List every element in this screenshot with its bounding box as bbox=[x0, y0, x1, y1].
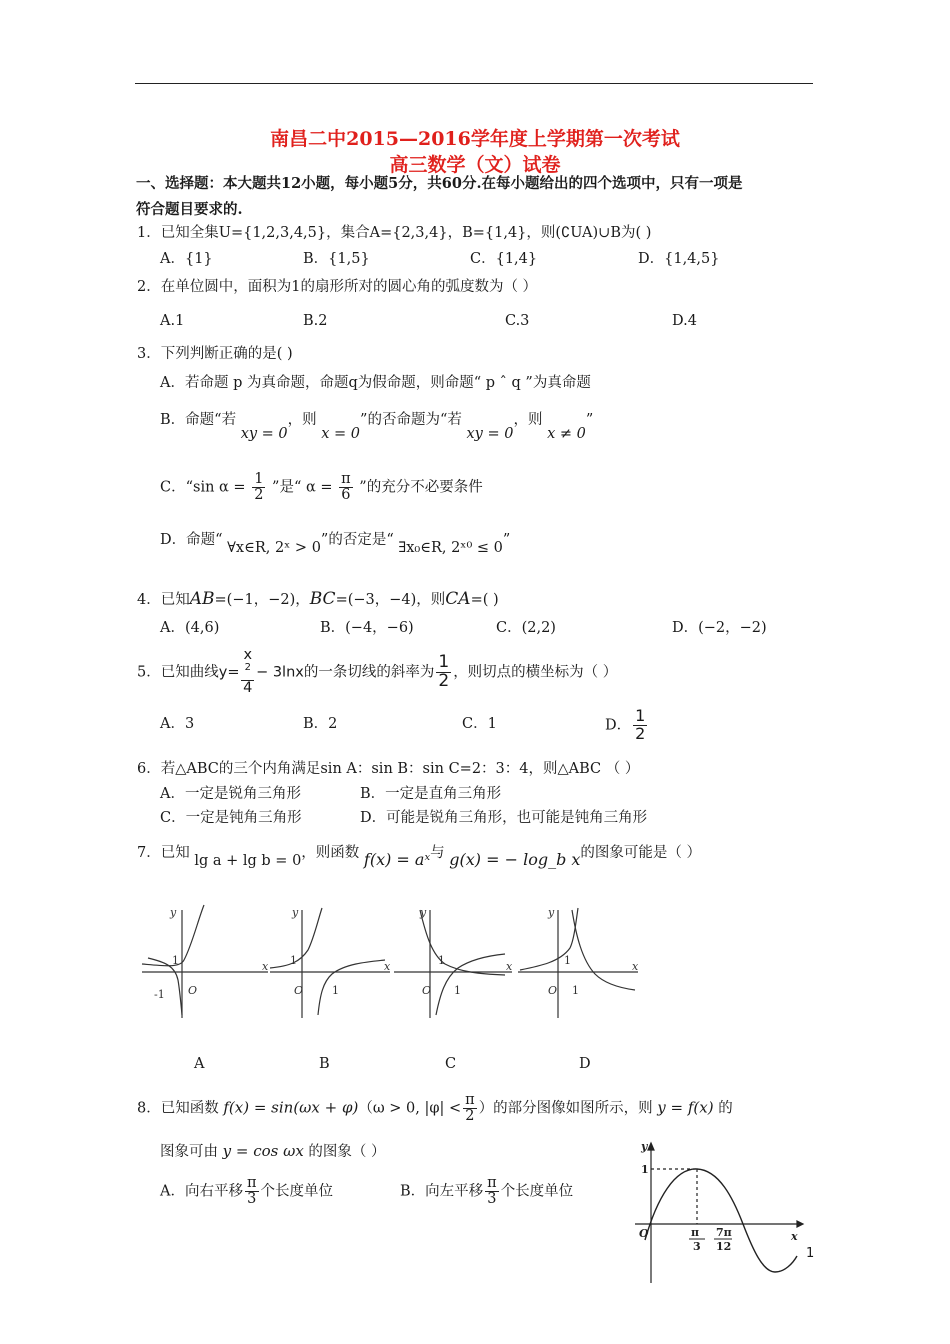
q1-option-d: D．{1,4,5} bbox=[638, 251, 720, 267]
q8-a-num: π bbox=[246, 1175, 257, 1191]
q3-d-part1: D．命题“ bbox=[160, 532, 223, 548]
q3-option-a: A．若命题 p 为真命题，命题q为假命题，则命题“ p ˆ q ”为真命题 bbox=[160, 375, 591, 391]
q3-option-d bbox=[160, 532, 511, 556]
q7-b-o: O bbox=[294, 984, 304, 997]
q4-option-c: C．(2,2) bbox=[496, 620, 556, 636]
q3-b-part2: ，则 bbox=[287, 412, 317, 428]
q3-d-part3: ” bbox=[502, 532, 511, 548]
q7-graph-b bbox=[270, 908, 390, 1018]
q4-part2: =(−1，−2)， bbox=[214, 592, 310, 608]
q7-d-1y: 1 bbox=[564, 954, 571, 967]
q5-part1: 5．已知曲线 bbox=[137, 664, 219, 681]
q8-y: y = f(x) bbox=[657, 1098, 714, 1117]
q5-d-label: D． bbox=[605, 717, 632, 734]
q7-b-x: x bbox=[384, 960, 391, 973]
q7-part3: 与 bbox=[430, 845, 445, 861]
q8-b-tail: 个长度单位 bbox=[500, 1183, 574, 1200]
q7-func-g: g(x) = − log_b x bbox=[449, 850, 581, 869]
q4-part3: =(−3，−4)，则 bbox=[335, 592, 446, 608]
q5-stem bbox=[137, 648, 617, 696]
q8-part3: 的 bbox=[718, 1100, 733, 1117]
q8-graph-t2-den: 12 bbox=[716, 1240, 732, 1253]
q5-num-sup: 2 bbox=[244, 662, 251, 674]
q3-b-part1: B．命题“若 bbox=[160, 412, 237, 428]
q5-d-num: 1 bbox=[635, 706, 646, 725]
q2-stem: 2．在单位圆中，面积为1的扇形所对的圆心角的弧度数为（ ） bbox=[137, 279, 538, 295]
q3-b-math1: xy = 0 bbox=[240, 426, 288, 442]
q6-option-a: A．一定是锐角三角形 bbox=[160, 786, 301, 802]
q7-a-1: 1 bbox=[172, 954, 179, 967]
q2-option-c: C.3 bbox=[505, 313, 530, 329]
q5-d-frac bbox=[633, 708, 647, 743]
q7-a-x: x bbox=[262, 960, 269, 973]
q5-option-a: A．3 bbox=[160, 716, 195, 732]
q8-graph bbox=[625, 1138, 805, 1288]
q8-cond-den: 2 bbox=[465, 1108, 475, 1125]
q4-option-d: D．(−2，−2) bbox=[672, 620, 767, 636]
q7-part4: 的图象可能是（ ） bbox=[580, 845, 702, 861]
q6-option-c: C．一定是钝角三角形 bbox=[160, 810, 302, 826]
q5-option-c: C．1 bbox=[462, 716, 497, 732]
q1-option-a: A．{1} bbox=[160, 251, 213, 267]
q7-a-neg1: -1 bbox=[154, 988, 165, 1001]
q3-c-frac2-den: 6 bbox=[341, 487, 351, 504]
q5-frac-den: 4 bbox=[243, 680, 253, 697]
q8-b-den: 3 bbox=[487, 1191, 497, 1208]
q3-d-math2: ∃x₀∈R, 2ˣ⁰ ≤ 0 bbox=[398, 540, 503, 556]
q5-frac-num bbox=[241, 648, 254, 681]
q8-line2 bbox=[160, 1142, 386, 1161]
q5-slope-num: 1 bbox=[438, 651, 450, 672]
q7-b-1y: 1 bbox=[290, 954, 297, 967]
q3-option-b bbox=[160, 412, 594, 442]
q5-option-b: B．2 bbox=[303, 716, 338, 732]
q4-stem bbox=[137, 589, 499, 609]
q4-part4: =( ) bbox=[470, 592, 499, 608]
q5-d-den: 2 bbox=[635, 723, 646, 743]
q7-c-x: x bbox=[506, 960, 513, 973]
q7-c-y: y bbox=[420, 906, 427, 919]
q7-func-f: f(x) = aˣ bbox=[363, 850, 431, 869]
q7-b-1x: 1 bbox=[332, 984, 339, 997]
q1-option-c: C．{1,4} bbox=[470, 251, 538, 267]
q8-graph-t1-den: 3 bbox=[693, 1240, 701, 1253]
q4-option-b: B．(−4，−6) bbox=[320, 620, 414, 636]
q4-vector-ca: CA bbox=[445, 589, 471, 609]
q7-stem bbox=[137, 842, 702, 869]
q7-graph-c bbox=[394, 910, 512, 1018]
q2-option-a: A.1 bbox=[160, 313, 185, 329]
q7-c-o: O bbox=[422, 984, 432, 997]
q7-graph-a bbox=[142, 905, 268, 1018]
q7-label-a: A bbox=[194, 1056, 205, 1072]
q8-option-a bbox=[160, 1176, 333, 1207]
exam-subtitle: 高三数学（文）试卷 bbox=[389, 154, 561, 176]
q5-slope-frac bbox=[436, 651, 451, 691]
q4-option-a: A．(4,6) bbox=[160, 620, 220, 636]
q3-d-part2: ”的否定是“ bbox=[320, 532, 394, 548]
q3-c-frac2 bbox=[339, 472, 353, 503]
q3-c-frac1-num: 1 bbox=[254, 471, 264, 487]
q8-cond-num: π bbox=[465, 1092, 475, 1108]
q6-stem: 6．若△ABC的三个内角满足sin A：sin B：sin C=2：3：4，则△ABC （ ） bbox=[137, 761, 640, 777]
q7-condition: lg a + lg b = 0 bbox=[194, 853, 302, 869]
q8-graph-t2-num: 7π bbox=[716, 1226, 732, 1239]
q3-c-frac1 bbox=[252, 472, 265, 503]
q7-d-y: y bbox=[548, 906, 555, 919]
q8-a-label: A．向右平移 bbox=[160, 1183, 243, 1200]
q8-part1: 8．已知函数 bbox=[137, 1100, 219, 1117]
q7-graphs bbox=[140, 900, 640, 1030]
q3-c-frac2-num: π bbox=[341, 471, 351, 487]
q8-b-num: π bbox=[487, 1175, 497, 1191]
q7-label-c: C bbox=[445, 1056, 457, 1072]
q7-part1: 7．已知 bbox=[137, 845, 190, 861]
q3-b-math3: xy = 0 bbox=[466, 426, 514, 442]
q7-b-y: y bbox=[292, 906, 299, 919]
q3-c-part3: ”的充分不必要条件 bbox=[359, 479, 483, 496]
q5-option-d bbox=[605, 708, 649, 743]
q8-a-den: 3 bbox=[247, 1191, 257, 1208]
q8-cond-frac bbox=[463, 1093, 477, 1124]
q7-part2: ，则函数 bbox=[301, 845, 360, 861]
q8-func: f(x) = sin(ωx + φ) bbox=[223, 1098, 359, 1117]
q7-d-x: x bbox=[632, 960, 639, 973]
q3-b-math4: x ≠ 0 bbox=[547, 426, 586, 442]
q7-a-o: O bbox=[188, 984, 198, 997]
section-instructions-line1: 一、选择题：本大题共12小题，每小题5分，共60分.在每小题给出的四个选项中，只有一项是 bbox=[136, 175, 743, 192]
q3-c-part1: C．“sin α = bbox=[160, 479, 246, 496]
top-rule bbox=[135, 83, 813, 84]
exam-title: 南昌二中2015—2016学年度上学期第一次考试 bbox=[270, 128, 680, 150]
q5-slope-den: 2 bbox=[438, 670, 450, 691]
q8-a-frac bbox=[245, 1176, 259, 1207]
q8-stem bbox=[137, 1093, 733, 1124]
q1-stem: 1．已知全集U={1,2,3,4,5}，集合A={2,3,4}，B={1,4}，则(∁UA)∪B为( ) bbox=[137, 225, 652, 241]
q2-option-d: D.4 bbox=[672, 313, 697, 329]
q8-graph-o: O bbox=[639, 1227, 649, 1240]
section-instructions-line2: 符合题目要求的. bbox=[136, 201, 243, 218]
page-number: 1 bbox=[806, 1246, 815, 1261]
q8-line2-part1: 图象可由 bbox=[160, 1144, 218, 1160]
q8-graph-x: x bbox=[791, 1230, 798, 1243]
q8-a-tail: 个长度单位 bbox=[260, 1183, 334, 1200]
q4-vector-bc: BC bbox=[309, 589, 336, 609]
q1-option-b: B．{1,5} bbox=[303, 251, 370, 267]
q3-option-c bbox=[160, 472, 483, 503]
q5-num-x: x bbox=[243, 647, 253, 663]
q7-label-d: D bbox=[579, 1056, 591, 1072]
q5-y: y= bbox=[218, 664, 240, 681]
q6-option-b: B．一定是直角三角形 bbox=[360, 786, 502, 802]
q3-b-part5: ” bbox=[585, 412, 594, 428]
q7-c-1x: 1 bbox=[454, 984, 461, 997]
q3-b-math2: x = 0 bbox=[321, 426, 361, 442]
q7-label-b: B bbox=[319, 1056, 330, 1072]
q2-option-b: B.2 bbox=[303, 313, 328, 329]
q3-c-part2: ”是“ α = bbox=[272, 479, 333, 496]
q7-a-y: y bbox=[170, 906, 177, 919]
q8-b-label: B．向左平移 bbox=[400, 1183, 484, 1200]
q7-graph-d bbox=[518, 908, 638, 1018]
q5-frac bbox=[241, 648, 254, 696]
q4-vector-ab: AB bbox=[189, 589, 215, 609]
q8-cond: （ω > 0, |φ| < bbox=[358, 1100, 462, 1117]
q8-part2: ）的部分图像如图所示，则 bbox=[478, 1100, 653, 1117]
q3-d-math1: ∀x∈R, 2ˣ > 0 bbox=[227, 540, 321, 556]
q8-graph-y: y bbox=[641, 1140, 648, 1153]
q3-b-part3: ”的否命题为“若 bbox=[360, 412, 462, 428]
q5-part3: ，则切点的横坐标为（ ） bbox=[453, 664, 618, 681]
q3-c-frac1-den: 2 bbox=[254, 487, 264, 504]
q8-graph-1: 1 bbox=[641, 1163, 649, 1176]
q8-option-b bbox=[400, 1176, 573, 1207]
q8-graph-t1-num: π bbox=[691, 1226, 700, 1239]
q8-b-frac bbox=[485, 1176, 499, 1207]
q7-c-1y: 1 bbox=[438, 954, 445, 967]
q4-part1: 4．已知 bbox=[137, 592, 190, 608]
q5-part2: 的一条切线的斜率为 bbox=[303, 664, 435, 681]
q7-d-1x: 1 bbox=[572, 984, 579, 997]
q8-line2-part2: 的图象（ ） bbox=[308, 1144, 386, 1160]
q5-rest: − 3lnx bbox=[256, 664, 304, 681]
q3-stem: 3．下列判断正确的是( ) bbox=[137, 346, 293, 362]
q8-cos: y = cos ωx bbox=[222, 1142, 304, 1160]
q7-d-o: O bbox=[548, 984, 558, 997]
q6-option-d: D．可能是锐角三角形，也可能是钝角三角形 bbox=[360, 810, 648, 826]
q3-b-part4: ，则 bbox=[513, 412, 543, 428]
